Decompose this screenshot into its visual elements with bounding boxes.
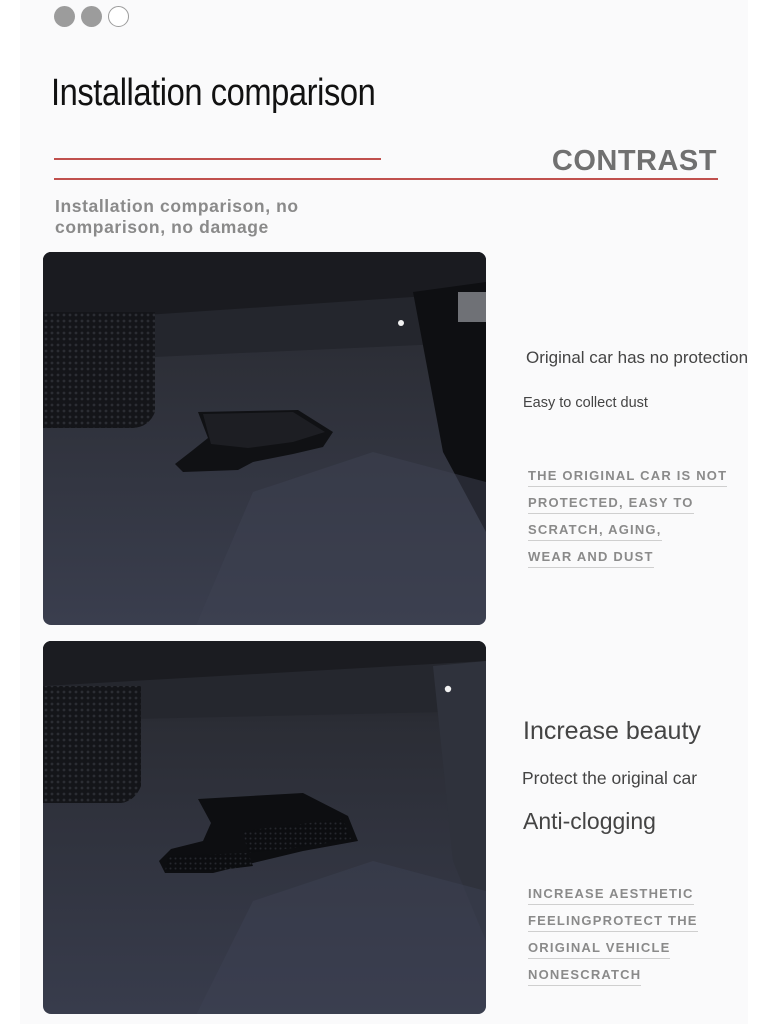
pager-dot-3[interactable] xyxy=(108,6,129,27)
after-caps-block xyxy=(528,882,698,990)
after-heading-anticlog: Anti-clogging xyxy=(523,808,656,834)
after-caps-line: NONESCRATCH xyxy=(528,965,641,986)
divider-long xyxy=(54,178,718,180)
pager-dots xyxy=(54,6,129,27)
before-heading: Original car has no protection xyxy=(526,348,749,367)
before-caps-line: SCRATCH, AGING, xyxy=(528,520,662,541)
page-subtitle: Installation comparison, no comparison, no damage xyxy=(55,196,299,237)
before-caps-line: THE ORIGINAL CAR IS NOT xyxy=(528,466,727,487)
after-subheading: Protect the original car xyxy=(522,768,698,788)
page-title: Installation comparison xyxy=(51,72,376,114)
contrast-label: CONTRAST xyxy=(551,145,717,177)
pager-dot-1[interactable] xyxy=(54,6,75,27)
before-caps-line: WEAR AND DUST xyxy=(528,547,654,568)
before-caps-block xyxy=(528,464,727,572)
before-caps-line: PROTECTED, EASY TO xyxy=(528,493,694,514)
after-heading-beauty: Increase beauty xyxy=(523,717,701,745)
pager-dot-2[interactable] xyxy=(81,6,102,27)
after-caps-line: FEELINGPROTECT THE xyxy=(528,911,698,932)
before-subheading: Easy to collect dust xyxy=(523,395,648,411)
after-photo xyxy=(43,641,486,1014)
divider-short xyxy=(54,158,381,160)
before-photo xyxy=(43,252,486,625)
after-caps-line: ORIGINAL VEHICLE xyxy=(528,938,670,959)
after-caps-line: INCREASE AESTHETIC xyxy=(528,884,694,905)
